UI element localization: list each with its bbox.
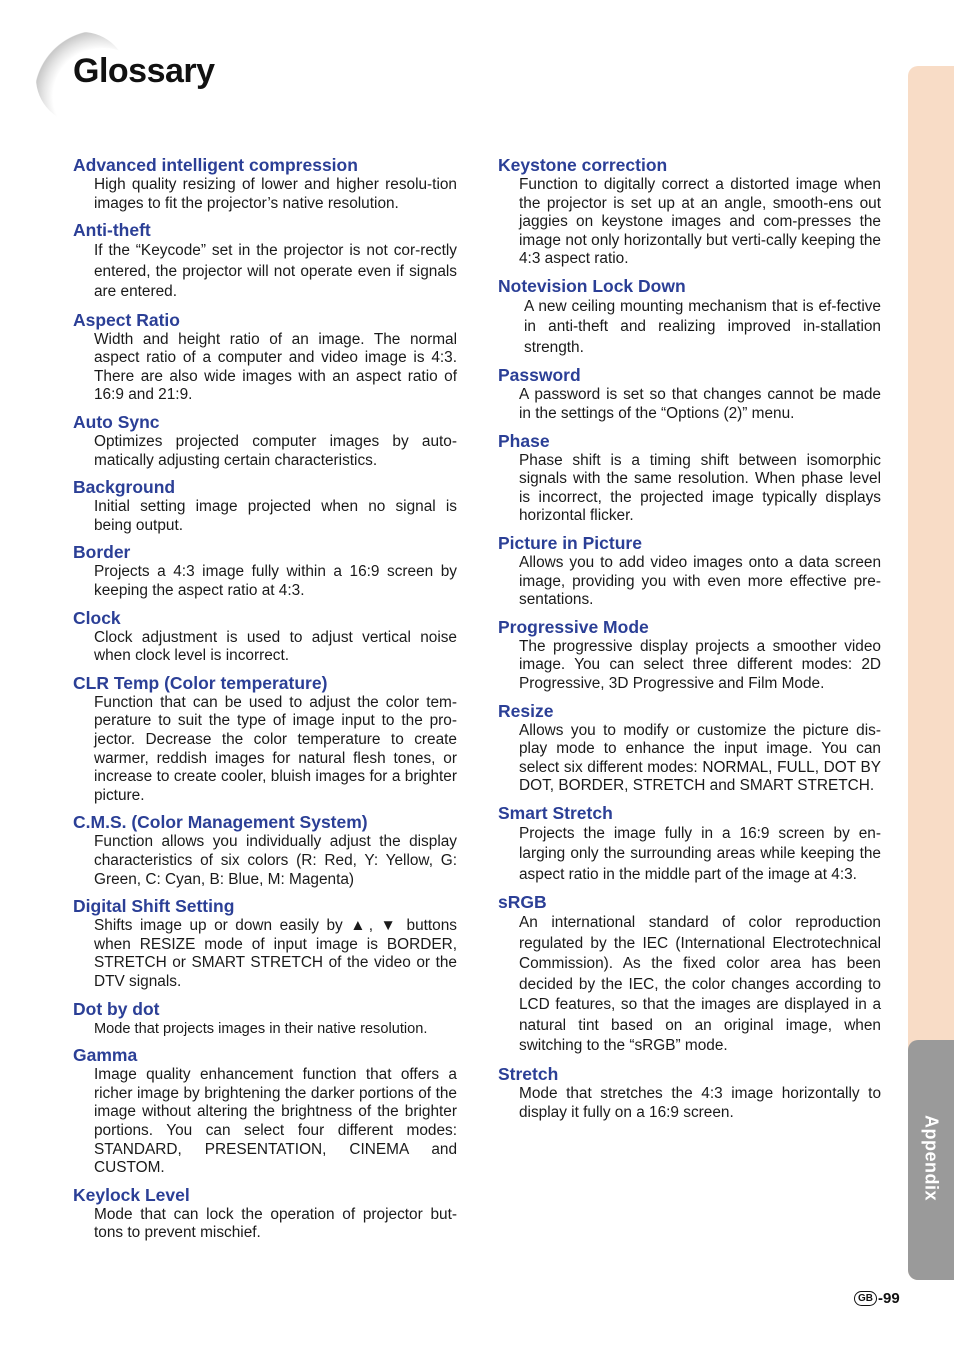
glossary-term: Advanced intelligent compression (73, 155, 358, 175)
page-title: Glossary (73, 52, 215, 90)
appendix-tab-label: Appendix (921, 1114, 942, 1202)
glossary-definition: An international standard of color reproduction regulated by the IEC (International Electrotechnical Commission). As the fixed color area has been decided by the IEC, the color changes according to LCD features, so that the images are displayed in a natural tint based on an original image, when switching to the “sRGB” mode. (519, 914, 881, 1055)
glossary-entry (498, 616, 881, 694)
glossary-definition: Projects the image fully in a 16:9 screen by en-larging only the surrounding areas while keeping the aspect ratio in the middle part of the image at 4:3. (519, 824, 881, 883)
glossary-definition: Width and height ratio of an image. The normal aspect ratio of a computer and video image is 4:3. There are also wide images with an aspect ratio of 16:9 and 21:9. (94, 330, 457, 404)
glossary-entry (73, 1044, 457, 1178)
glossary-definition: Function allows you individually adjust the display characteristics of six colors (R: Red, Y: Yellow, G: Green, C: Cyan, B: Blue, M: Magenta) (94, 833, 457, 888)
glossary-definition: Mode that projects images in their native resolution. (94, 1020, 428, 1037)
glossary-definition: Optimizes projected computer images by auto-matically adjusting certain characteristics. (94, 433, 457, 469)
glossary-definition: Shifts image up or down easily by ▲, ▼ buttons when RESIZE mode of input image is BORDER, STRETCH or SMART STRETCH of the video or the DTV signals. (94, 917, 457, 990)
glossary-entry (73, 541, 457, 600)
glossary-definition: Mode that can lock the operation of projector but-tons to prevent mischief. (94, 1205, 457, 1242)
glossary-term: Auto Sync (73, 412, 160, 433)
glossary-term: Gamma (73, 1045, 138, 1066)
glossary-definition: Function that can be used to adjust the color tem-perature to suit the type of image input to the pro-jector. Decrease the color temperature to create warmer, reddish images for natural flesh tones, or increase to create cooler, bluish images for a brighter picture. (94, 693, 457, 804)
glossary-term: Smart Stretch (498, 802, 613, 823)
glossary-definition: Allows you to modify or customize the picture dis-play mode to enhance the input image. You can select six different modes: NORMAL, FULL, DOT BY DOT, BORDER, STRETCH and SMART STRETCH. (519, 721, 881, 795)
glossary-entry (73, 1184, 457, 1243)
glossary-term: sRGB (498, 892, 547, 913)
glossary-entry (73, 411, 457, 470)
glossary-term: Keystone correction (498, 155, 668, 175)
glossary-entry (73, 672, 457, 806)
glossary-entry (73, 895, 457, 991)
glossary-right-column (498, 154, 881, 1128)
glossary-entry (498, 1063, 881, 1122)
page-number (854, 1290, 900, 1307)
glossary-entry (498, 364, 881, 423)
glossary-definition: If the “Keycode” set in the projector is not cor-rectly entered, the projector will not operate even if signals are entered. (94, 242, 457, 301)
glossary-definition: The progressive display projects a smoother video image. You can select three different modes: 2D Progressive, 3D Progressive and Film Mode. (519, 637, 881, 692)
glossary-entry (498, 532, 881, 610)
glossary-entry (498, 275, 881, 359)
glossary-term: Anti-theft (73, 220, 151, 241)
glossary-term: Dot by dot (73, 998, 160, 1019)
glossary-term: Resize (498, 700, 554, 721)
glossary-entry (498, 700, 881, 796)
glossary-entry (498, 802, 881, 886)
glossary-left-column (73, 154, 457, 1249)
glossary-definition: Function to digitally correct a distorted image when the projector is set up at an angle, smooth-ens out jaggies on keystone images and com-presses the image not only horizontally but verti-cally keeping the 4:3 aspect ratio. (519, 176, 881, 268)
glossary-term: Aspect Ratio (73, 309, 180, 330)
glossary-term: Picture in Picture (498, 533, 642, 554)
page-number-value: -99 (878, 1290, 900, 1307)
glossary-definition: Phase shift is a timing shift between isomorphic signals with the same resolution. When phase level is incorrect, the projected image typically displays horizontal flicker. (519, 451, 881, 525)
glossary-definition: Initial setting image projected when no signal is being output. (94, 498, 457, 534)
glossary-definition: Mode that stretches the 4:3 image horizontally to display it fully on a 16:9 screen. (519, 1084, 881, 1121)
glossary-entry (498, 891, 881, 1057)
glossary-entry (73, 998, 457, 1039)
glossary-entry (498, 430, 881, 526)
glossary-term: Notevision Lock Down (498, 275, 686, 296)
glossary-definition: Image quality enhancement function that offers a richer image by brightening the darker portions of the image without altering the brightness of the brighter portions. You can select four different modes: STANDARD, PRESENTATION, CINEMA and CUSTOM. (94, 1066, 457, 1177)
glossary-term: Background (73, 477, 176, 498)
glossary-definition: A password is set so that changes cannot be made in the settings of the “Options (2)” menu. (519, 386, 881, 423)
glossary-term: CLR Temp (Color temperature) (73, 672, 328, 693)
glossary-definition: A new ceiling mounting mechanism that is ef-fective in anti-theft and realizing improved in-stallation strength. (524, 297, 881, 356)
glossary-entry (73, 219, 457, 303)
gb-badge: GB (854, 1291, 877, 1306)
glossary-term: Clock (73, 607, 121, 628)
glossary-entry (73, 811, 457, 889)
glossary-definition: Clock adjustment is used to adjust vertical noise when clock level is incorrect. (94, 628, 457, 665)
glossary-term: Progressive Mode (498, 616, 649, 637)
glossary-term: Phase (498, 430, 550, 451)
glossary-definition: High quality resizing of lower and higher resolu-tion images to fit the projector’s native resolution. (94, 176, 457, 212)
glossary-entry (73, 476, 457, 535)
glossary-entry (498, 154, 881, 269)
glossary-term: Password (498, 365, 581, 386)
glossary-entry (73, 309, 457, 405)
glossary-entry (73, 607, 457, 666)
glossary-definition: Projects a 4:3 image fully within a 16:9 screen by keeping the aspect ratio at 4:3. (94, 563, 457, 600)
glossary-definition: Allows you to add video images onto a data screen image, providing you with even more effective pre-sentations. (519, 554, 881, 609)
glossary-term: Digital Shift Setting (73, 896, 235, 917)
glossary-term: C.M.S. (Color Management System) (73, 812, 368, 833)
glossary-term: Keylock Level (73, 1184, 190, 1205)
glossary-term: Stretch (498, 1063, 559, 1084)
glossary-entry (73, 154, 457, 213)
glossary-term: Border (73, 542, 131, 563)
